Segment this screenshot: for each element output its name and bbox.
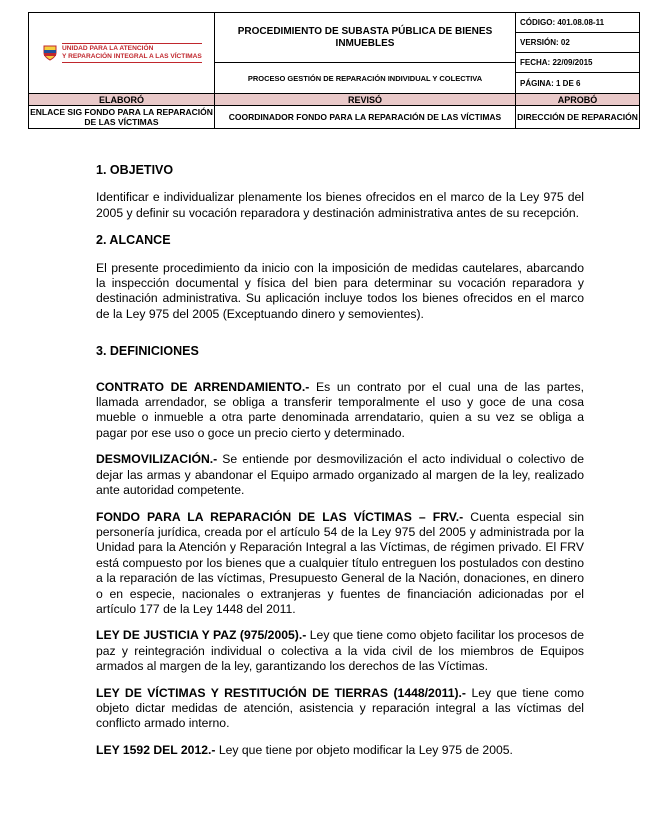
- objective-heading: 1. OBJETIVO: [96, 163, 174, 177]
- document-title: PROCEDIMIENTO DE SUBASTA PÚBLICA DE BIENES INMUEBLES: [215, 13, 515, 63]
- logo-cell: [29, 13, 215, 94]
- definition-item: [96, 452, 584, 498]
- page-number: PÁGINA: 1 DE 6: [520, 78, 581, 88]
- definition-text: Ley que tiene como objeto dictar medidas de atención, asistencia y reparación integral a las víctimas del conflicto armado interno.: [96, 685, 585, 731]
- definitions-heading: 3. DEFINICIONES: [96, 344, 199, 359]
- document-version: VERSIÓN: 02: [516, 33, 639, 53]
- agency-logo-text: UNIDAD PARA LA ATENCIÓN Y REPARACIÓN INTEGRAL A LAS VÍCTIMAS: [62, 43, 202, 63]
- process-name: PROCESO GESTIÓN DE REPARACIÓN INDIVIDUAL Y COLECTIVA: [247, 73, 483, 83]
- approval-labels-row: [29, 94, 640, 106]
- reviso-value: COORDINADOR FONDO PARA LA REPARACIÓN DE LAS VÍCTIMAS: [215, 106, 516, 129]
- definition-term: CONTRATO DE ARRENDAMIENTO.-: [96, 379, 310, 394]
- definition-text: Se entiende por desmovilización el acto individual o colectivo de dejar las armas y abandonar el Equipo armado organizado al margen de la ley, realizado ante autoridad competente.: [96, 452, 584, 498]
- coat-of-arms-icon: [43, 45, 57, 61]
- definition-text: Es un contrato por el cual una de las partes, llamada arrendador, se obliga a transferir temporalmente el uso y goce de una cosa mueble o inmueble a otra parte denominada arrendatario, quien a su vez se obliga a pagar por ese uso o goce un precio cierto y determinado.: [96, 379, 585, 440]
- definition-term: LEY DE JUSTICIA Y PAZ (975/2005).-: [96, 628, 307, 643]
- definition-text: Cuenta especial sin personería jurídica, creada por el artículo 54 de la Ley 975 del 2005 y administrada por la Unidad para la Atención y Reparación Integral a las Víctimas, de régimen privado. El FRV está compuesto por los bienes que a cualquier título entreguen los postulados con destino a la reparación de las víctimas, Presupuesto General de la Nación, donaciones, en dinero o en especie, nacionales o extranjeras y fuentes de financiación adicionadas por el artículo 177 de la Ley 1448 del 2011.: [96, 509, 584, 616]
- definition-item: [96, 743, 584, 758]
- document-date: FECHA: 22/09/2015: [516, 53, 639, 73]
- definition-term: DESMOVILIZACIÓN.-: [96, 452, 218, 467]
- definition-text: Ley que tiene por objeto modificar la Ley 975 de 2005.: [215, 742, 513, 757]
- scope-text: El presente procedimiento da inicio con la imposición de medidas cautelares, abarcando la inspección documental y física del bien para determinar su vocación reparadora y destinación administrativa. Su aplicación incluye todos los bienes ofrecidos en el marco de la Ley 975 del 2005 (Exceptuando dinero y semovientes).: [96, 260, 584, 321]
- approval-values-row: [29, 106, 640, 129]
- definition-item: [96, 380, 584, 442]
- definition-text: Ley que tiene como objeto facilitar los procesos de paz y reintegración individual o colectiva a la vida civil de los miembros de Equipos armados al margen de la ley, garantizando los derechos de las Víctimas.: [96, 628, 584, 674]
- elaboro-label: ELABORÓ: [29, 94, 215, 106]
- agency-logo: [29, 13, 214, 93]
- aprobo-value: DIRECCIÓN DE REPARACIÓN: [516, 106, 640, 129]
- definition-term: FONDO PARA LA REPARACIÓN DE LAS VÍCTIMAS – FRV.-: [96, 509, 464, 524]
- document-code: CÓDIGO: 401.08.08-11: [516, 13, 639, 33]
- document-body: [96, 163, 584, 758]
- scope-heading: 2. ALCANCE: [96, 233, 171, 248]
- definition-item: [96, 686, 584, 732]
- title-cell: [215, 13, 516, 94]
- definition-term: LEY DE VÍCTIMAS Y RESTITUCIÓN DE TIERRAS (1448/2011).-: [96, 685, 466, 700]
- meta-cell: [516, 13, 640, 94]
- objective-text: Identificar e individualizar plenamente los bienes ofrecidos en el marco de la Ley 975 del 2005 y definir su vocación reparadora y destinación administrativa antes de su recepción.: [96, 190, 584, 220]
- aprobo-label: APROBÓ: [516, 94, 640, 106]
- definition-item: [96, 628, 584, 674]
- reviso-label: REVISÓ: [215, 94, 516, 106]
- definition-term: LEY 1592 DEL 2012.-: [96, 742, 216, 757]
- document-header: [28, 12, 640, 129]
- elaboro-value: ENLACE SIG FONDO PARA LA REPARACIÓN DE LAS VÍCTIMAS: [30, 107, 213, 127]
- definition-item: [96, 510, 584, 618]
